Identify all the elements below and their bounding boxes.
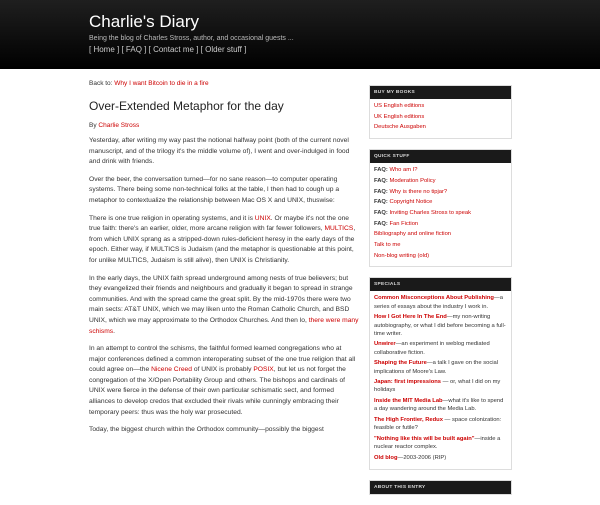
faq-fan-fiction-link[interactable]: Fan Fiction <box>389 220 419 227</box>
faq-speaking-link[interactable]: Inviting Charles Stross to speak <box>389 209 472 216</box>
about-entry-box <box>369 480 512 495</box>
special-nuclear-reactor-link[interactable]: "Nothing like this will be built again" <box>374 435 475 442</box>
byline-prefix: By <box>89 122 97 129</box>
unix-link[interactable]: UNIX <box>254 214 271 222</box>
back-prefix: Back to: <box>89 80 113 87</box>
posix-link[interactable]: POSIX <box>253 366 274 374</box>
post-paragraph-3: There is one true religion in operating systems, and it is UNIX. Or maybe it's not the one true faith: there's an earlier, older, more arcane religion with far fewer followers, MULTICS, from which UNIX sprang as a stripped-down rules-deficient heresy in the early days of the epoch. Either way, if MULTICS is Judaism (and the metaphor is questionable at this point, for unlike MULTICS, Judaism is still alive), then UNIX is Christianity. <box>89 214 356 264</box>
back-nav <box>89 80 359 90</box>
buy-books-box <box>369 85 512 139</box>
special-high-frontier-link[interactable]: The High Frontier, Redux <box>374 417 443 424</box>
special-how-i-got-here-link[interactable]: How I Got Here In The End <box>374 314 447 321</box>
post-byline <box>89 122 359 129</box>
faq-who-am-i-link[interactable]: Who am I? <box>389 167 418 174</box>
special-shaping-future-link[interactable]: Shaping the Future <box>374 360 427 367</box>
us-editions-link[interactable]: US English editions <box>374 103 425 109</box>
quick-stuff-heading: QUICK STUFF <box>370 150 511 163</box>
specials-box: SPECIALS Common Misconceptions About Publishing—a series of essays about the industry I work in. How I Got Here In The End—my non-writing autobiography, or what I did before becoming a full-time writer. Unwirer—an experiment in weblog mediated collaborative fiction. Shaping the Future—a talk I gave on the social implications of Moore's Law. Japan: first impressions — or, what I did on my holidays Inside the MIT Media Lab—what it's like to spend a day wandering around the Media Lab. The High Frontier, Redux — space colonization: feasible or futile? "Nothing like this will be built again"—inside a nuclear reactor complex. Old blog—2003-2006 (RIP) <box>369 277 512 469</box>
non-blog-writing-link[interactable]: Non-blog writing (old) <box>374 252 430 259</box>
post-paragraph-5: In an attempt to control the schisms, the faithful formed learned congregations who at major conferences defined a common interoperating subset of the one true religion that all could agree on—the Nicene Creed of UNIX is probably POSIX, but let us not forget the congregation of the X/Open Portability Group and others. The bishops and cardinals of UNIX were fierce in the defense of their own particular schismatic sect, and formed alliances to develop credos that excluded their rivals while cunningly embracing their temporary peers: thus was the holy war prosecuted. <box>89 345 356 416</box>
sidebar <box>369 85 512 505</box>
author-link[interactable]: Charlie Stross <box>98 122 140 129</box>
uk-editions-link[interactable]: UK English editions <box>374 113 425 120</box>
special-old-blog-link[interactable]: Old blog <box>374 454 398 461</box>
special-unwirer-link[interactable]: Unwirer <box>374 341 396 348</box>
special-mit-media-lab-link[interactable]: Inside the MIT Media Lab <box>374 398 443 405</box>
bibliography-link[interactable]: Bibliography and online fiction <box>374 231 452 238</box>
site-title[interactable]: Charlie's Diary <box>89 12 199 31</box>
nicene-creed-link[interactable]: Nicene Creed <box>151 366 192 374</box>
post-paragraph-1: Yesterday, after writing my way past the notional halfway point (both of the current novel manuscript, and of the trilogy it's the middle volume of), I went and over-indulged in food and drink with friends. <box>89 137 350 166</box>
post-paragraph-2: Over the beer, the conversation turned—for no sane reason—to computer operating systems. There being some non-technical folks at the table, I then had to cough up a metaphor to contextualize the relationship between Mac OS X and UNIX, thuswise: <box>89 175 340 204</box>
nav-faq-link[interactable]: FAQ <box>125 45 142 54</box>
site-description: Being the blog of Charles Stross, author, and occasional guests ... <box>89 35 294 42</box>
faq-copyright-link[interactable]: Copyright Notice <box>389 199 433 206</box>
nav-home-link[interactable]: Home <box>93 45 115 54</box>
quick-stuff-box: QUICK STUFF FAQ: Who am I? FAQ: Moderation Policy FAQ: Why is there no tipjar? FAQ: Copyright Notice FAQ: Inviting Charles Stross to speak FAQ: Fan Fiction Bibliography and online fiction Talk to me Non-blog writing (old) <box>369 149 512 267</box>
multics-link[interactable]: MULTICS <box>324 225 354 233</box>
special-japan-link[interactable]: Japan: first impressions <box>374 379 442 386</box>
specials-heading: SPECIALS <box>370 278 511 291</box>
nav-contact-link[interactable]: Contact me <box>153 45 194 54</box>
post-paragraph-6: Today, the biggest church within the Orthodox community—possibly the biggest <box>89 426 324 434</box>
post-paragraph-4: In the early days, the UNIX faith spread underground among nests of true believers; but they evangelized their friends and neighbours and gradually it began to spread in strange communities. And with the spread came the great split. By the mid-1970s there were two main sects: AT&T UNIX, which we may liken unto the Roman Catholic Church, and BSD UNIX, which we may approximate to the Orthodox Churches. And then lo, there were many schisms. <box>89 274 359 335</box>
schisms-link[interactable]: there were many schisms <box>89 316 359 335</box>
back-link[interactable]: Why I want Bitcoin to die in a fire <box>114 80 209 87</box>
nav-older-stuff-link[interactable]: Older stuff <box>205 45 242 54</box>
faq-moderation-link[interactable]: Moderation Policy <box>389 177 436 184</box>
german-editions-link[interactable]: Deutsche Ausgaben <box>374 124 426 131</box>
site-header <box>0 0 600 69</box>
talk-to-me-link[interactable]: Talk to me <box>374 242 401 249</box>
main-content <box>89 80 359 443</box>
about-entry-heading: ABOUT THIS ENTRY <box>370 481 511 494</box>
buy-books-heading: BUY MY BOOKS <box>370 86 511 99</box>
post-title: Over-Extended Metaphor for the day <box>89 99 284 113</box>
site-nav: [ Home ] [ FAQ ] [ Contact me ] [ Older stuff ] <box>89 45 247 54</box>
faq-tipjar-link[interactable]: Why is there no tipjar? <box>389 188 448 195</box>
special-misconceptions-link[interactable]: Common Misconceptions About Publishing <box>374 295 494 302</box>
